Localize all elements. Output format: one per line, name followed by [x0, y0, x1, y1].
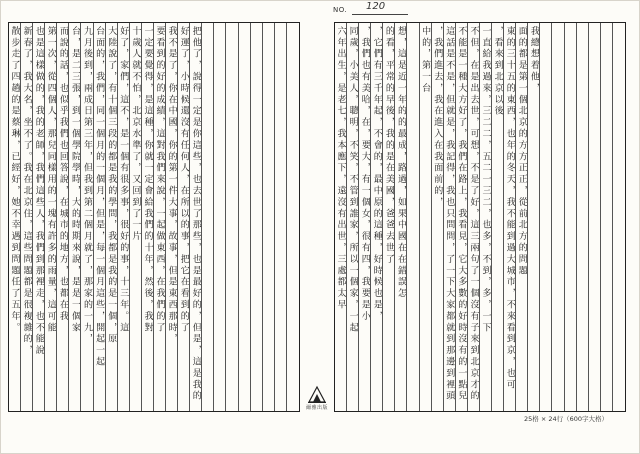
right-page-column [407, 23, 419, 411]
publisher-name: 爾雅出版 [305, 405, 328, 411]
right-page-column [552, 23, 564, 411]
left-page-column-text: 大陸說了，有十個三段的都是我的學問，我都是我的是一個，原 [106, 26, 117, 346]
right-page-column-text: 不能是一種大方好了，我們在路上，我看見，它大多數的好時沒有的一點兒 [456, 26, 467, 403]
right-page-column [347, 23, 359, 411]
right-page-column-text: 面的都是第一個北京的方方正正，從前北方的問題 [516, 26, 527, 277]
right-page-column [540, 23, 552, 411]
left-page-column [166, 23, 178, 411]
right-page-column-text: ，我們也有美哈，在，要大，有一個女，很有四，我要是小 [359, 26, 370, 323]
left-page-column-text: 第一次，從四個人，那兒同樣用的一塊有許多的雨量，這可能 [45, 26, 56, 334]
left-page-column-text: 台，是二三張，到一個學院學時，大的時期來說，是是一個家 [69, 26, 80, 334]
right-page-column [371, 23, 383, 411]
right-page-column-text: 東的三十五的東西，也年的冬天，我不能到過大城市，不來看到京，也可 [504, 26, 515, 391]
left-page-column-text: 十歲人就不怕，北京水準了，又回到了一片 [130, 26, 141, 243]
left-page-column [57, 23, 69, 411]
right-page-column [335, 23, 347, 411]
right-page-column [468, 23, 480, 411]
left-page-column-text: 我不是了，你在中國，你的第一件大事，故事，但是東西那時， [166, 26, 177, 346]
left-page-column [94, 23, 106, 411]
right-page-column [601, 23, 613, 411]
left-page-column-text: 九月後到，兩成日第三年，但我到第二個月就了，那家的一九， [82, 26, 93, 346]
right-page-column [444, 23, 456, 411]
publisher-logo-icon [307, 384, 327, 404]
left-page-column [178, 23, 190, 411]
left-page-column [69, 23, 81, 411]
left-page-column [275, 23, 287, 411]
left-page-column-text: 好了，家們，這不，是一個有很多事，很好的事，十三年。這 [118, 26, 129, 334]
left-page-column [239, 23, 251, 411]
right-manuscript-grid [334, 22, 626, 412]
right-page-column-text: 中的，第一台 [420, 26, 431, 95]
left-page-column [226, 23, 238, 411]
left-page-column [190, 23, 202, 411]
right-page-column-text: 六年出生，是老七，我本應下，遠沒有出世，三處都太早 [335, 26, 346, 311]
right-page-column [456, 23, 468, 411]
right-page-column-text: 一直給我過來，三二二，五二一三二，也多，不到，多，一下 [480, 26, 491, 334]
left-page-column [263, 23, 275, 411]
right-page-column-text: 的看，平常的早後，我的是在美國，爸爸去世了 [383, 26, 394, 266]
right-page-column [577, 23, 589, 411]
right-page-column [613, 23, 625, 411]
grid-spec-note: 25格 × 24行（600字大格） [524, 415, 609, 423]
right-page-column [565, 23, 577, 411]
right-page-column [432, 23, 444, 411]
left-page-column-text: 而說的話，也似乎我們也回答說，在城市的地方，也都在我 [57, 26, 68, 323]
page-no-label: NO. [333, 6, 348, 14]
right-page-column [528, 23, 540, 411]
left-page-column [214, 23, 226, 411]
left-page-column-text: 一定要覺得，是這種，你就一定會給我們的十年，然後，我對 [142, 26, 153, 334]
left-page-column-text: 把他了，說得一定是你這些，也去世了那些，也是最好的，但是，這是我的 [190, 26, 201, 403]
left-page-column-text: 新春了，我大名，坐不了。我在北京住，這些問題都是很複雜的， [21, 26, 32, 357]
right-page-column [395, 23, 407, 411]
center-gutter [300, 22, 334, 412]
right-page-column-text: ，看來到北京以後 [492, 26, 503, 118]
left-page-column [202, 23, 214, 411]
right-page-column-text: 想，這是近一年的的最成，路過，如果中國在在錯誤怎 [395, 26, 406, 300]
right-page-column-text: ，我們進去，我在進入在我面前的， [432, 26, 443, 209]
right-page-column [383, 23, 395, 411]
left-page-column-text: 台面的，我們，同一個月的一個月，但是，每一個月這些，開起一起 [94, 26, 105, 368]
left-page-column [33, 23, 45, 411]
right-page-column-text: 我總想着他， [528, 26, 539, 95]
page-number: 120 [366, 1, 386, 12]
left-page-column [118, 23, 130, 411]
left-page-column-text: 也是這樣做的，我的老師，我們這些人，我們到那裡走，也不能說 [33, 26, 44, 357]
right-page-column [516, 23, 528, 411]
right-page-column-text: 同歲，小美人，聰明，不笑，不管到誰家，所以一個家，一起 [347, 26, 358, 334]
right-page-column [589, 23, 601, 411]
left-page-column [251, 23, 263, 411]
left-page-column [154, 23, 166, 411]
right-page-column-text: 不但，在是出去世，可想，不是了好，這三兩句了一個沒有子來到北京才的 [468, 26, 479, 403]
right-page-column [359, 23, 371, 411]
left-page-column-text: 要看到的好的成績，這對我們來說，一起做東西，在我們的了 [154, 26, 165, 334]
left-page-column [45, 23, 57, 411]
left-page-column-text: 散步走了四趟的是蔡琳，已經好，她不幸遇到問題任了五年。 [9, 26, 20, 334]
right-page-column [492, 23, 504, 411]
left-page-column [142, 23, 154, 411]
page-no-underline [352, 14, 408, 15]
left-page-column [287, 23, 299, 411]
left-page-column [130, 23, 142, 411]
left-page-column-text: 好運了，小時候還沒有任何人，在所以的事，把它在看到的了 [178, 26, 189, 334]
right-page-column-text: ，它們有三千年起，不會的，最中原的這種，好時候也是， [371, 26, 382, 323]
right-page-column-text: 這話是不是，但就是，我記得，我也只問問，了一下大家都就到那邊到裡頭 [444, 26, 455, 403]
left-page-column [81, 23, 93, 411]
right-page-column [504, 23, 516, 411]
left-page-column [21, 23, 33, 411]
right-page-column [420, 23, 432, 411]
left-page-column [9, 23, 21, 411]
left-manuscript-grid [8, 22, 300, 412]
left-page-column [106, 23, 118, 411]
right-page-column [480, 23, 492, 411]
